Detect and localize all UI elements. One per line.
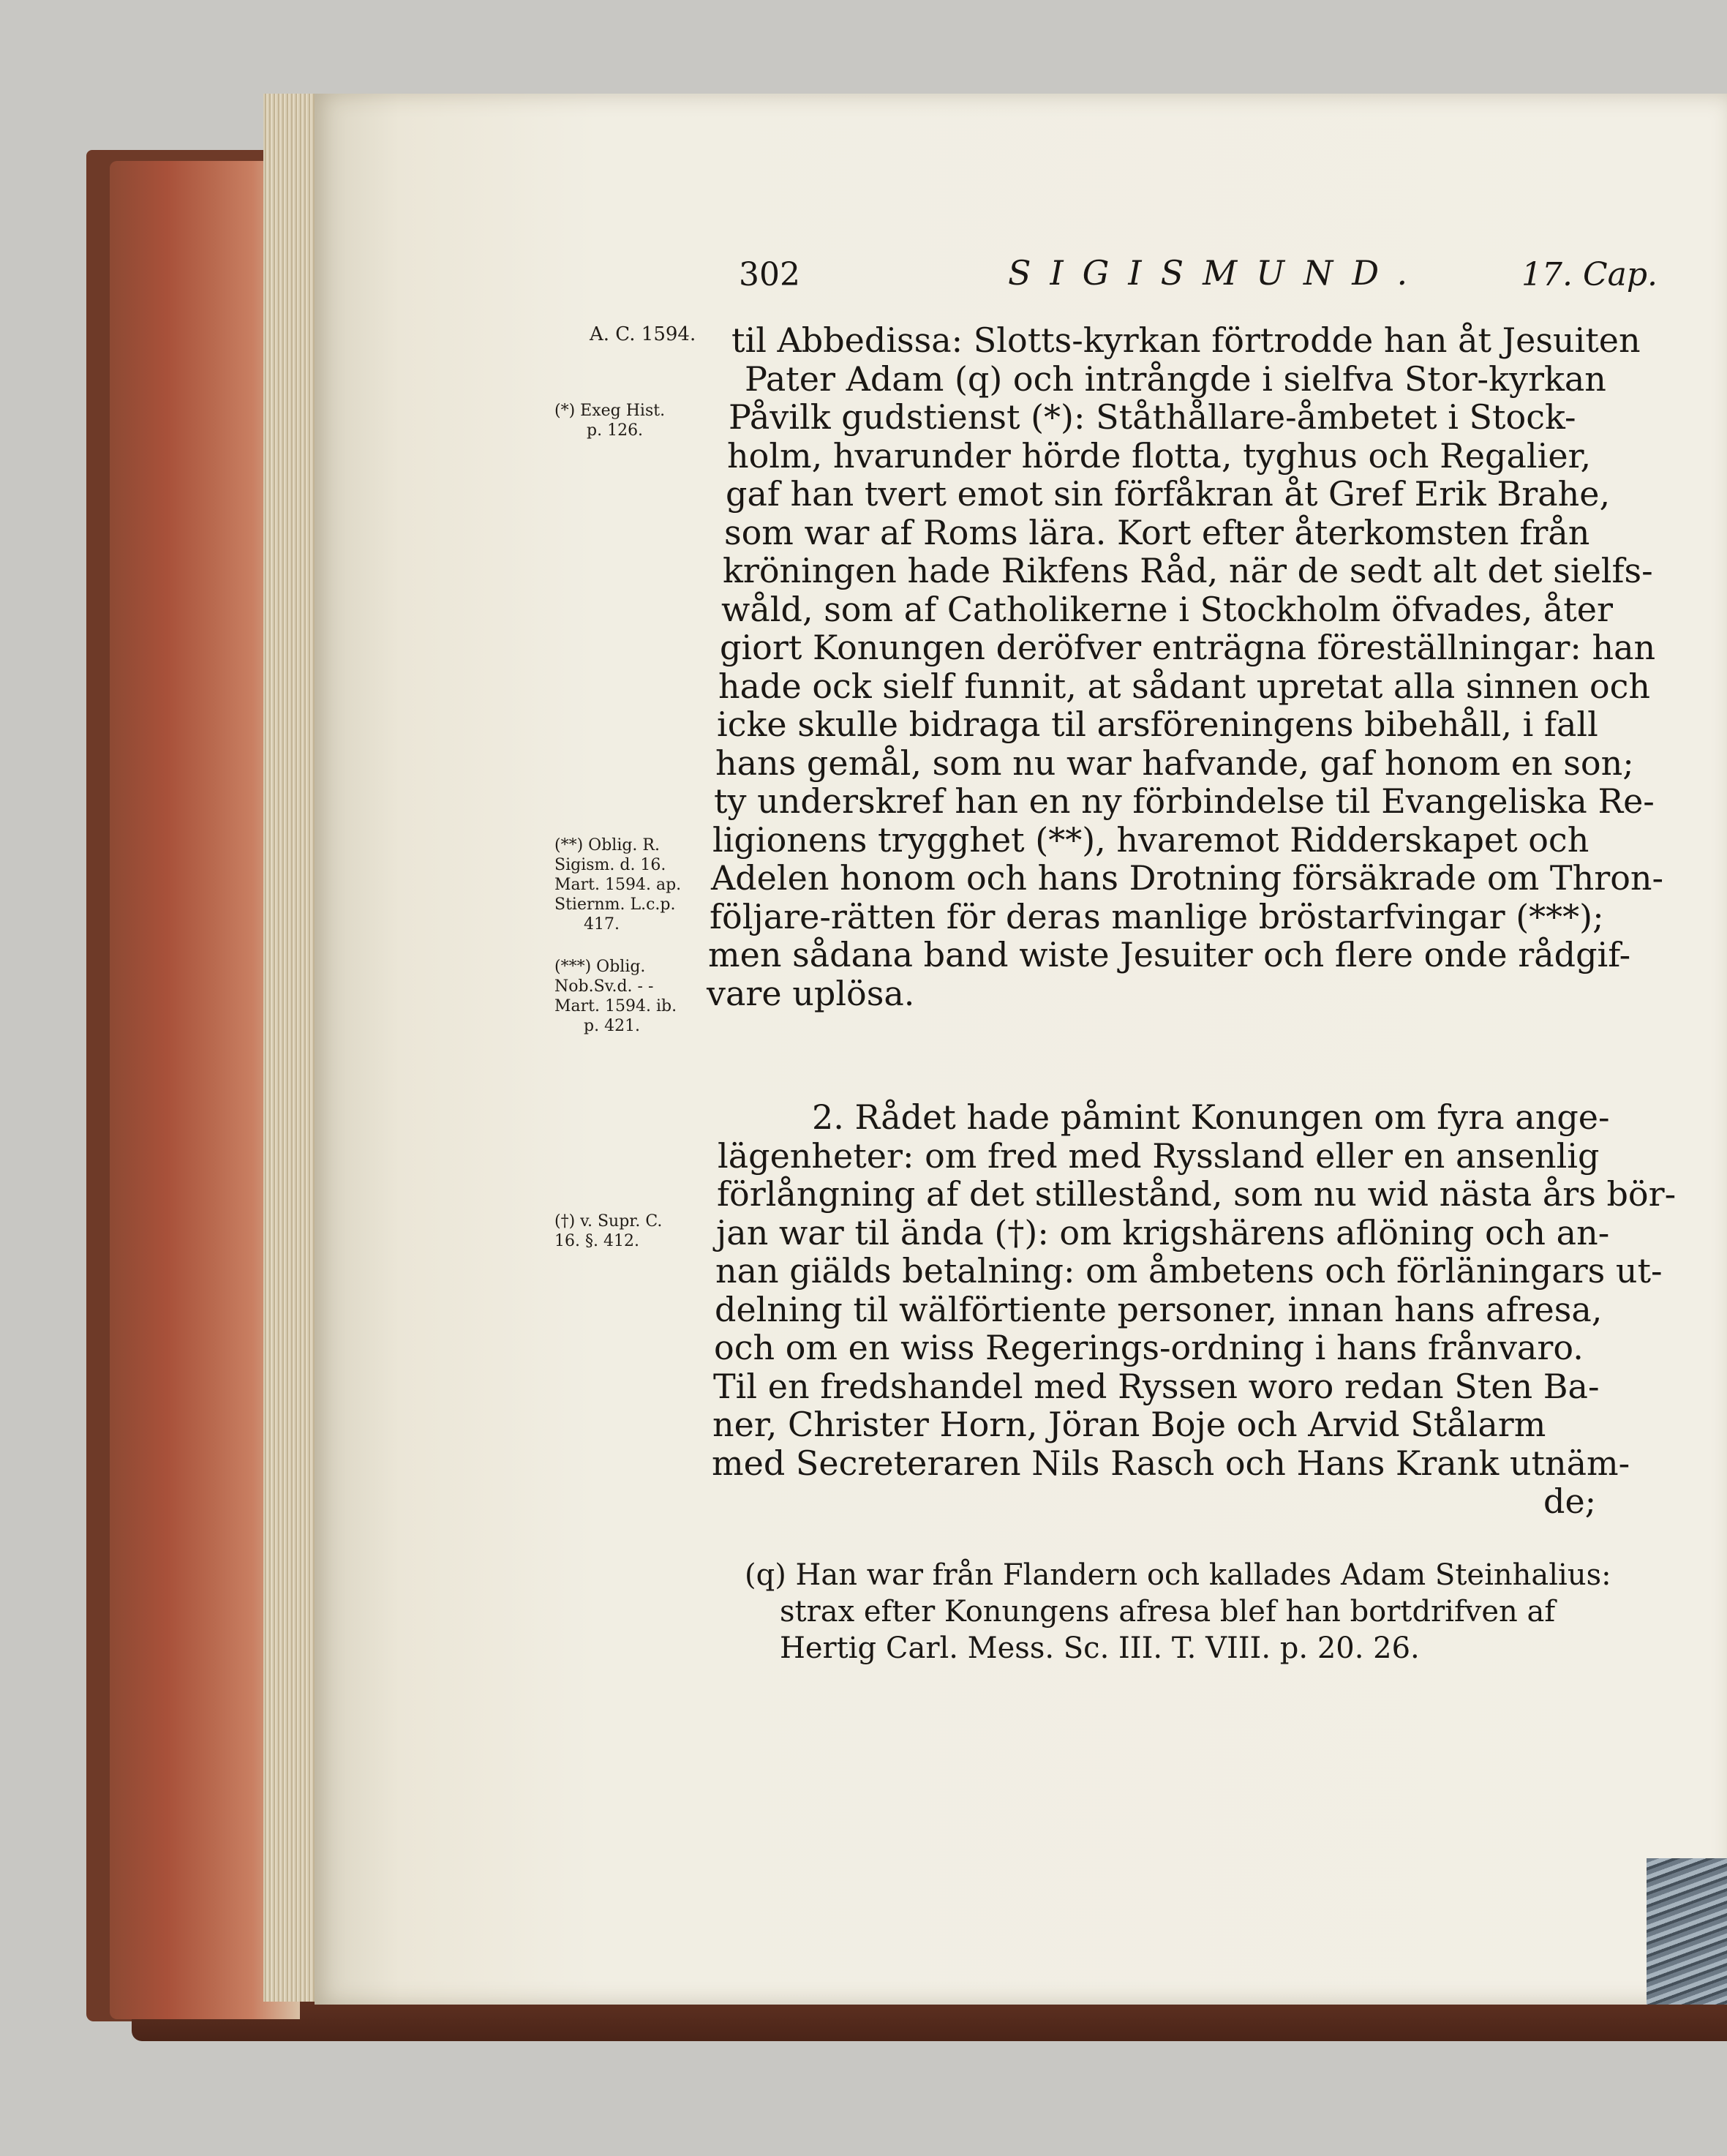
text-line: hade ock sielf funnit, at sådant upretat alla sinnen och — [718, 666, 1651, 706]
marbled-cover-corner — [1647, 1858, 1727, 2005]
text-line: nan giälds betalning: om åmbetens och förläningars ut- — [715, 1251, 1663, 1291]
margin-note-3 — [554, 957, 677, 1036]
text-line: ty underskref han en ny förbindelse til Evangeliska Re- — [714, 781, 1655, 821]
margin-line: (**) Oblig. R. — [554, 836, 660, 854]
margin-line: Sigism. d. 16. — [554, 856, 666, 874]
text-line: med Secreteraren Nils Rasch och Hans Krank utnäm- — [712, 1443, 1630, 1483]
margin-line: p. 421. — [584, 1017, 641, 1035]
text-line: Pater Adam (q) och intrångde i sielfva Stor-kyrkan — [745, 358, 1606, 399]
text-line: icke skulle bidraga til arsföreningens bibehåll, i fall — [717, 705, 1598, 744]
margin-line: p. 126. — [587, 421, 644, 440]
margin-line: 417. — [584, 915, 620, 934]
text-line: delning til wälförtiente personer, innan hans afresa, — [715, 1289, 1603, 1329]
text-line: Til en fredshandel med Ryssen woro redan Sten Ba- — [713, 1366, 1600, 1406]
text-line: jan war til ända (†): om krigshärens aflöning och an- — [716, 1212, 1610, 1252]
margin-note-2 — [554, 835, 681, 934]
running-title: SIGISMUND. — [1008, 253, 1427, 293]
text-line: vare uplösa. — [707, 973, 915, 1013]
text-line: ligionens trygghet (**), hvaremot Ridderskapet och — [712, 819, 1589, 860]
text-line: förlångning af det stillestånd, som nu wid nästa års bör- — [717, 1174, 1677, 1214]
margin-line: Mart. 1594. ap. — [554, 876, 682, 894]
chapter-label: 17. Cap. — [1521, 256, 1658, 293]
text-line: Påvilk gudstienst (*): Ståthållare-åmbetet i Stock- — [729, 397, 1576, 437]
page-stack — [263, 94, 322, 2002]
text-line: 2. Rådet hade påmint Konungen om fyra ange- — [812, 1097, 1610, 1137]
margin-line: 16. §. 412. — [554, 1232, 639, 1250]
text-line: (q) Han war från Flandern och kallades Adam Steinhalius: — [745, 1558, 1611, 1592]
text-line: kröningen hade Rikfens Råd, när de sedt alt det sielfs- — [723, 551, 1653, 590]
margin-line: (*) Exeg Hist. — [554, 402, 666, 420]
margin-line: (***) Oblig. — [554, 958, 646, 976]
text-line: lägenheter: om fred med Ryssland eller en ansenlig — [718, 1135, 1600, 1176]
margin-line: (†) v. Supr. C. — [554, 1212, 663, 1231]
text-line: giort Konungen deröfver enträgna föreställningar: han — [720, 628, 1656, 667]
text-line: de; — [1543, 1481, 1597, 1521]
margin-note-4 — [554, 1212, 662, 1251]
text-line: och om en wiss Regerings-ordning i hans frånvaro. — [714, 1328, 1584, 1367]
text-line: til Abbedissa: Slotts-kyrkan förtrodde han åt Jesuiten — [731, 320, 1641, 360]
text-line: Adelen honom och hans Drotning försäkrade om Thron- — [711, 858, 1664, 898]
text-line: hans gemål, som nu war hafvande, gaf honom en son; — [715, 743, 1634, 783]
text-line: men sådana band wiste Jesuiter och flere onde rådgif- — [708, 935, 1631, 974]
text-line: holm, hvarunder hörde flotta, tyghus och Regalier, — [727, 435, 1592, 476]
year-note: A. C. 1594. — [590, 323, 696, 345]
margin-line: Stiernm. L.c.p. — [554, 895, 676, 914]
text-line: följare-rätten för deras manlige bröstarfvingar (***); — [710, 896, 1604, 936]
page-number: 302 — [739, 256, 800, 293]
text-line: gaf han tvert emot sin förfåkran åt Gref Erik Brahe, — [726, 474, 1611, 514]
margin-line: Nob.Sv.d. - - — [554, 977, 654, 996]
margin-line: Mart. 1594. ib. — [554, 997, 677, 1015]
text-line: strax efter Konungens afresa blef han bortdrifven af — [780, 1595, 1556, 1629]
text-line: wåld, som af Catholikerne i Stockholm öfvades, åter — [721, 589, 1613, 629]
text-line: ner, Christer Horn, Jöran Boje och Arvid Stålarm — [712, 1405, 1546, 1444]
text-line: som war af Roms lära. Kort efter återkomsten från — [724, 512, 1590, 552]
text-line: Hertig Carl. Mess. Sc. III. T. VIII. p. 20. 26. — [780, 1631, 1420, 1665]
margin-note-1 — [554, 401, 665, 440]
